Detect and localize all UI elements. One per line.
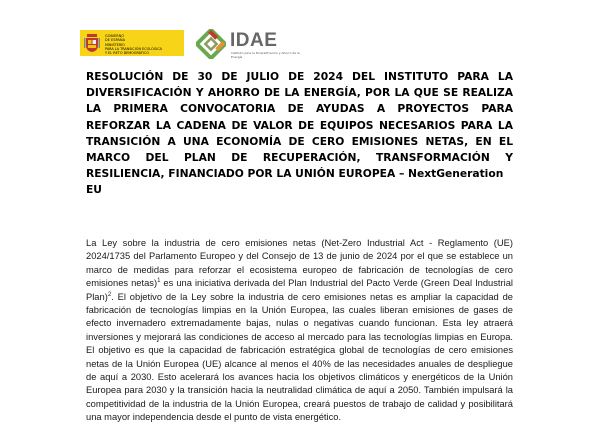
idae-logo [196,27,306,61]
idae-wordmark: IDAE [230,30,278,51]
government-logo [80,30,184,56]
title-tail: EU [86,183,102,197]
idae-emblem-icon [196,29,226,59]
paragraph-part-1: La Ley sobre la industria de cero emisiones netas (Net-Zero Industrial Act - Reglamento (UE) 2024/1735 del Parlamento Europeo y del Consejo de 13 de junio de 2024 por el que se establece un marco de medidas para reforzar el ecosistema europeo de fabricación de tecnologías de cero emisiones netas) [86,238,513,289]
body-paragraph [86,237,513,425]
footnote-ref-1[interactable]: 1 [157,278,161,285]
resolution-title [86,69,513,199]
idae-subtitle: Instituto para la Diversificación y Ahorro de la Energía [231,51,300,59]
paragraph-part-3: . El objetivo de la Ley sobre la industria de cero emisiones netas es ampliar la capacidad de fabricación de tecnologías limpias en la Unión Europea, las cuales liberan emisiones de gases de efecto invernadero extremadamente bajas, nulas o negativas cuando funcionan. Esta ley atraerá inversiones y mejorará las condiciones de acceso al mercado para las tecnologías limpias en Europa. El objetivo es que la capacidad de fabricación estratégica global de tecnologías de cero emisiones netas de la Unión Europea (UE) alcance al menos el 40% de las necesidades anuales de despliegue de aquí a 2030. Esto acelerará los avances hacia los objetivos climáticos y energéticos de la Unión Europea para 2030 y la transición hacia la neutralidad climática de aquí a 2050. También impulsará la competitividad de la industria de la Unión Europea, creará puestos de trabajo de calidad y posibilitará una mayor independencia desde el punto de vista energético. [86,291,513,423]
coat-of-arms-icon [84,33,100,53]
footnote-ref-2[interactable]: 2 [107,291,112,298]
government-label: GOBIERNO DE ESPAÑA [105,34,126,42]
title-text: RESOLUCIÓN DE 30 DE JULIO DE 2024 DEL INSTITUTO PARA LA DIVERSIFICACIÓN Y AHORRO DE LA ENERGÍA, POR LA QUE SE REALIZA LA PRIMERA CONVOCATORIA DE AYUDAS A PROYECTOS PARA REFORZAR LA CADENA DE VALOR DE EQUIPOS NECESARIOS PARA LA TRANSICIÓN A UNA ECONOMÍA DE CERO EMISIONES NETAS, EN EL MARCO DEL PLAN DE RECUPERACIÓN, TRANSFORMACIÓN Y RESILIENCIA, FINANCIADO POR LA UNIÓN EUROPEA – NextGeneration [86,70,513,181]
ministry-label: MINISTERIO PARA LA TRANSICIÓN ECOLÓGICA Y EL RETO DEMOGRÁFICO [105,43,163,55]
header-logos [80,27,320,61]
paragraph-part-2: es una iniciativa derivada del Plan Industrial del Pacto Verde (Green Deal Industrial Plan) [86,278,513,302]
